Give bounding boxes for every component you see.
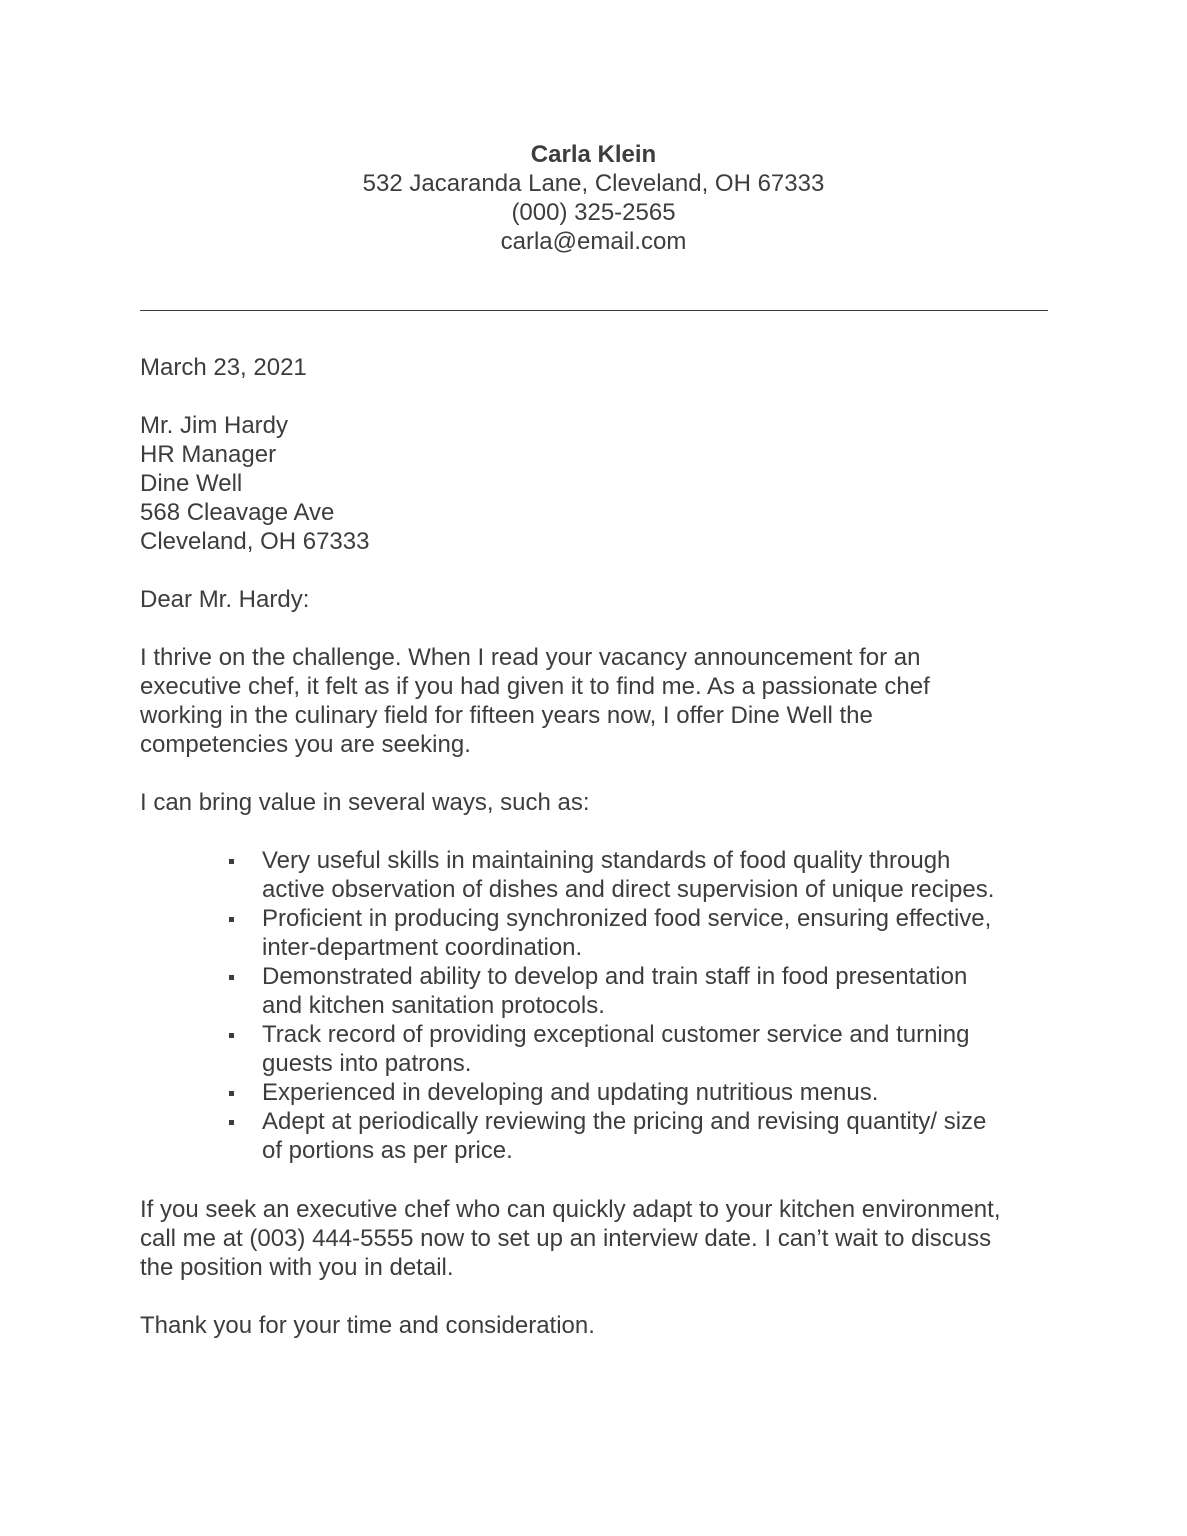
list-item-line: guests into patrons. (262, 1050, 472, 1077)
list-item-line: Very useful skills in maintaining standards of food quality through (262, 847, 951, 874)
recipient-city: Cleveland, OH 67333 (140, 528, 370, 555)
list-item-line: of portions as per price. (262, 1137, 513, 1164)
list-item (140, 962, 1060, 1020)
paragraph-call-to-action (140, 1195, 1060, 1282)
recipient-name: Mr. Jim Hardy (140, 412, 289, 439)
list-item-line: Track record of providing exceptional customer service and turning (262, 1021, 970, 1048)
sender-name: Carla Klein (530, 141, 657, 168)
paragraph-line: executive chef, it felt as if you had given it to find me. As a passionate chef (140, 673, 930, 700)
sender-phone: (000) 325-2565 (511, 199, 676, 226)
square-bullet-icon (229, 975, 234, 980)
square-bullet-icon (229, 1091, 234, 1096)
list-item-line: Demonstrated ability to develop and train staff in food presentation (262, 963, 968, 990)
paragraph-line: call me at (003) 444-5555 now to set up an interview date. I can’t wait to discuss (140, 1225, 992, 1252)
paragraph-line: competencies you are seeking. (140, 731, 471, 758)
closing-line: Thank you for your time and consideration. (140, 1312, 595, 1339)
list-item-line: Proficient in producing synchronized food service, ensuring effective, (262, 905, 992, 932)
list-item (140, 846, 1060, 904)
paragraph-intro (140, 643, 1060, 759)
recipient-block (140, 411, 1060, 556)
paragraph-line: I thrive on the challenge. When I read your vacancy announcement for an (140, 644, 921, 671)
list-item (140, 1078, 1060, 1107)
list-item (140, 904, 1060, 962)
list-item-line: inter-department coordination. (262, 934, 583, 961)
list-item-line: and kitchen sanitation protocols. (262, 992, 605, 1019)
square-bullet-icon (229, 1120, 234, 1125)
square-bullet-icon (229, 917, 234, 922)
list-item-line: Experienced in developing and updating nutritious menus. (262, 1079, 879, 1106)
sender-address: 532 Jacaranda Lane, Cleveland, OH 67333 (362, 170, 825, 197)
header-divider (140, 310, 1048, 311)
list-item-line: active observation of dishes and direct supervision of unique recipes. (262, 876, 995, 903)
square-bullet-icon (229, 859, 234, 864)
letter-date: March 23, 2021 (140, 354, 307, 381)
recipient-company: Dine Well (140, 470, 243, 497)
paragraph-line: working in the culinary field for fifteen years now, I offer Dine Well the (140, 702, 873, 729)
salutation: Dear Mr. Hardy: (140, 586, 310, 613)
square-bullet-icon (229, 1033, 234, 1038)
paragraph-value-intro: I can bring value in several ways, such as: (140, 789, 590, 816)
sender-email: carla@email.com (500, 228, 687, 255)
paragraph-line: If you seek an executive chef who can quickly adapt to your kitchen environment, (140, 1196, 1001, 1223)
paragraph-line: the position with you in detail. (140, 1254, 454, 1281)
letter-header (0, 140, 1187, 256)
recipient-title: HR Manager (140, 441, 277, 468)
skills-list (140, 846, 1060, 1165)
recipient-street: 568 Cleavage Ave (140, 499, 335, 526)
list-item-line: Adept at periodically reviewing the pricing and revising quantity/ size (262, 1108, 987, 1135)
list-item (140, 1107, 1060, 1165)
list-item (140, 1020, 1060, 1078)
